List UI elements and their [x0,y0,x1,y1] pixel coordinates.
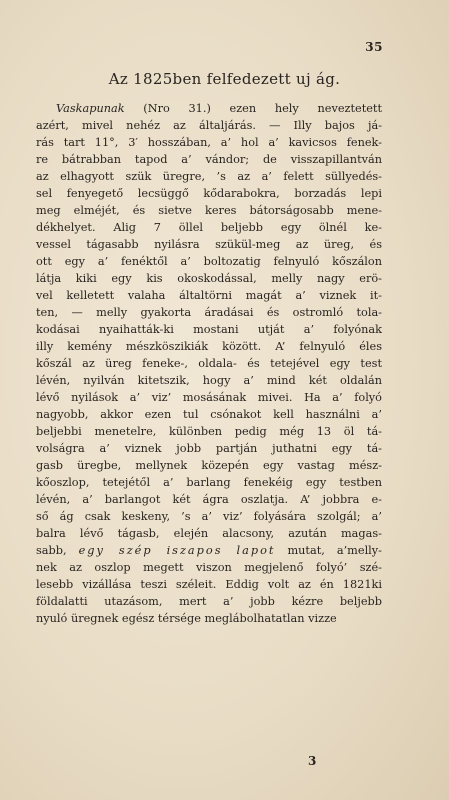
text-line: vessel tágasabb nyilásra szükül-meg az üreg, és [36,238,382,251]
signature-mark: 3 [308,754,317,768]
text-line: lévén, nyilván kitetszik, hogy a’ mind két oldalán [36,374,382,387]
text-run: mutat, a’melly- [275,544,382,557]
page-number: 35 [365,40,383,54]
text-line: azért, mivel nehéz az általjárás. — Illy bajos já- [36,119,382,132]
text-line: vel kelletett valaha általtörni magát a’ viznek it- [36,289,382,302]
text-line: re bátrabban tapod a’ vándor; de visszapillantván [36,153,382,166]
text-line: illy kemény mészköszikiák között. A’ felnyuló éles [36,340,382,353]
page-title: Az 1825ben felfedezett uj ág. [108,70,341,88]
text-line: meg elméjét, és sietve keres bátorságosabb mene- [36,204,382,217]
text-line: ott egy a’ fenéktől a’ boltozatig felnyuló kőszálon [36,255,382,268]
text-line: balra lévő tágasb, elején alacsony, azután magas- [36,527,382,540]
text-line: ső ág csak keskeny, ’s a’ viz’ folyására szolgál; a’ [36,510,382,523]
text-spaced-italic: egy szép iszapos lapot [78,544,276,557]
text-line [36,542,382,559]
text-line: dékhelyet. Alig 7 öllel beljebb egy ölnél ke- [36,221,382,234]
text-line: látja kiki egy kis okoskodással, melly nagy erö- [36,272,382,285]
text-line: nagyobb, akkor ezen tul csónakot kell használni a’ [36,408,382,421]
text-line [36,100,382,117]
text-line: rás tart 11°, 3′ hosszában, a’ hol a’ kavicsos fenek- [36,136,382,149]
text-italic: Vaskapunak [56,102,125,115]
text-line: lévén, a’ barlangot két ágra oszlatja. A’ jobbra e- [36,493,382,506]
text-run: sabb, [36,544,79,557]
text-line: az elhagyott szük üregre, ’s az a’ felett süllyedés- [36,170,382,183]
text-line: lesebb vizállása teszi széleit. Eddig volt az én 1821ki [36,578,382,591]
text-line: kodásai nyaihatták-ki mostani utját a’ folyónak [36,323,382,336]
text-line: nek az oszlop megett viszon megjelenő folyó’ szé- [36,561,382,574]
text-line: gasb üregbe, mellynek közepén egy vastag mész- [36,459,382,472]
text-line: kőoszlop, tetejétől a’ barlang fenekéig egy testben [36,476,382,489]
text-line: sel fenyegető lecsüggő kődarabokra, borzadás lepi [36,187,382,200]
text-line: ten, — melly gyakorta áradásai és ostromló tola- [36,306,382,319]
text-line: kőszál az üreg feneke-, oldala- és tetejével egy test [36,357,382,370]
text-line: nyuló üregnek egész térsége meglábolhatatlan vizze [36,612,337,625]
text-line: beljebbi menetelre, különben pedig még 13 öl tá- [36,425,382,438]
text-run: (Nro 31.) ezen hely neveztetett [124,102,382,115]
text-line: földalatti utazásom, mert a’ jobb kézre beljebb [36,595,382,608]
text-line: lévő nyilások a’ viz’ mosásának mivei. Ha a’ folyó [36,391,382,404]
text-line: volságra a’ viznek jobb partján juthatni egy tá- [36,442,382,455]
body-text [36,100,382,627]
